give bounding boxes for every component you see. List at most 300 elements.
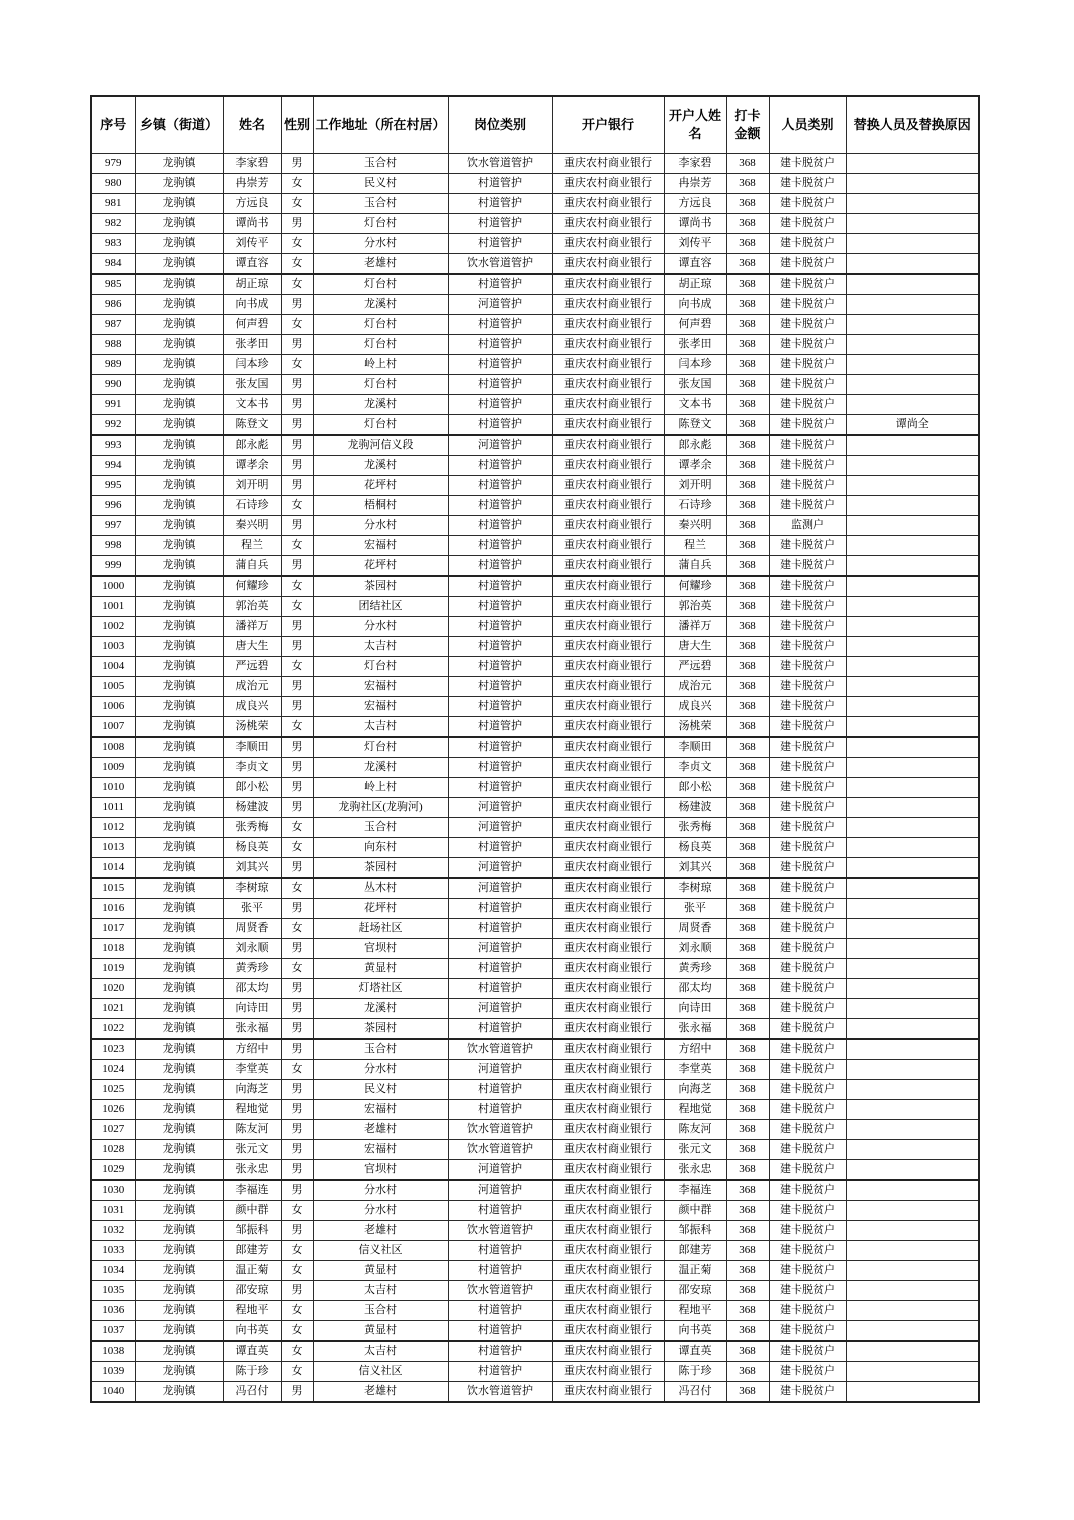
cell-town: 龙驹镇 xyxy=(135,1261,223,1281)
cell-replacement xyxy=(846,798,979,818)
cell-work-address: 玉合村 xyxy=(313,1039,448,1060)
cell-gender: 男 xyxy=(281,899,313,919)
cell-post-type: 村道管护 xyxy=(448,315,552,335)
cell-replacement xyxy=(846,456,979,476)
cell-person-category: 建卡脱贫户 xyxy=(769,657,846,677)
cell-town: 龙驹镇 xyxy=(135,415,223,436)
cell-post-type: 村道管护 xyxy=(448,556,552,577)
cell-work-address: 宏福村 xyxy=(313,697,448,717)
cell-work-address: 茶园村 xyxy=(313,858,448,879)
cell-bank: 重庆农村商业银行 xyxy=(552,758,664,778)
cell-town: 龙驹镇 xyxy=(135,919,223,939)
cell-index: 1020 xyxy=(91,979,135,999)
cell-town: 龙驹镇 xyxy=(135,476,223,496)
roster-table xyxy=(90,95,980,1403)
table-row xyxy=(91,214,979,234)
cell-index: 1021 xyxy=(91,999,135,1019)
cell-person-category: 建卡脱贫户 xyxy=(769,214,846,234)
cell-work-address: 宏福村 xyxy=(313,1100,448,1120)
cell-work-address: 茶园村 xyxy=(313,1019,448,1040)
cell-name: 李福连 xyxy=(223,1180,281,1201)
cell-index: 1019 xyxy=(91,959,135,979)
cell-post-type: 饮水管道管护 xyxy=(448,1140,552,1160)
cell-work-address: 信义社区 xyxy=(313,1362,448,1382)
cell-account-name: 陈友河 xyxy=(664,1120,726,1140)
cell-replacement xyxy=(846,355,979,375)
cell-work-address: 龙驹河信义段 xyxy=(313,435,448,456)
cell-bank: 重庆农村商业银行 xyxy=(552,899,664,919)
cell-index: 989 xyxy=(91,355,135,375)
cell-town: 龙驹镇 xyxy=(135,617,223,637)
cell-replacement xyxy=(846,1281,979,1301)
table-row xyxy=(91,1301,979,1321)
cell-post-type: 村道管护 xyxy=(448,1321,552,1342)
cell-index: 1022 xyxy=(91,1019,135,1040)
table-row xyxy=(91,858,979,879)
cell-post-type: 河道管护 xyxy=(448,818,552,838)
cell-gender: 男 xyxy=(281,395,313,415)
cell-work-address: 龙溪村 xyxy=(313,999,448,1019)
cell-gender: 女 xyxy=(281,194,313,214)
cell-index: 984 xyxy=(91,254,135,275)
cell-name: 郭治英 xyxy=(223,597,281,617)
cell-post-type: 饮水管道管护 xyxy=(448,1281,552,1301)
cell-person-category: 建卡脱贫户 xyxy=(769,576,846,597)
cell-gender: 女 xyxy=(281,1241,313,1261)
cell-amount: 368 xyxy=(726,717,769,738)
cell-index: 1015 xyxy=(91,878,135,899)
cell-replacement xyxy=(846,536,979,556)
cell-bank: 重庆农村商业银行 xyxy=(552,1281,664,1301)
cell-post-type: 村道管护 xyxy=(448,919,552,939)
cell-post-type: 村道管护 xyxy=(448,657,552,677)
cell-town: 龙驹镇 xyxy=(135,899,223,919)
cell-replacement xyxy=(846,1362,979,1382)
cell-work-address: 分水村 xyxy=(313,1180,448,1201)
cell-gender: 女 xyxy=(281,919,313,939)
cell-name: 石诗珍 xyxy=(223,496,281,516)
cell-account-name: 向书英 xyxy=(664,1321,726,1342)
cell-gender: 女 xyxy=(281,536,313,556)
cell-person-category: 建卡脱贫户 xyxy=(769,1180,846,1201)
cell-account-name: 方绍中 xyxy=(664,1039,726,1060)
cell-name: 向海芝 xyxy=(223,1080,281,1100)
cell-amount: 368 xyxy=(726,315,769,335)
cell-bank: 重庆农村商业银行 xyxy=(552,576,664,597)
cell-work-address: 岭上村 xyxy=(313,778,448,798)
cell-person-category: 建卡脱贫户 xyxy=(769,335,846,355)
cell-work-address: 岭上村 xyxy=(313,355,448,375)
cell-work-address: 太吉村 xyxy=(313,717,448,738)
table-row xyxy=(91,657,979,677)
cell-amount: 368 xyxy=(726,174,769,194)
cell-replacement xyxy=(846,677,979,697)
cell-gender: 女 xyxy=(281,818,313,838)
cell-index: 998 xyxy=(91,536,135,556)
cell-bank: 重庆农村商业银行 xyxy=(552,1039,664,1060)
cell-account-name: 张孝田 xyxy=(664,335,726,355)
cell-gender: 女 xyxy=(281,878,313,899)
cell-gender: 男 xyxy=(281,697,313,717)
cell-gender: 女 xyxy=(281,959,313,979)
cell-work-address: 黄显村 xyxy=(313,959,448,979)
cell-replacement xyxy=(846,959,979,979)
cell-town: 龙驹镇 xyxy=(135,1341,223,1362)
cell-person-category: 建卡脱贫户 xyxy=(769,355,846,375)
cell-bank: 重庆农村商业银行 xyxy=(552,315,664,335)
cell-name: 陈于珍 xyxy=(223,1362,281,1382)
cell-gender: 男 xyxy=(281,1382,313,1403)
cell-town: 龙驹镇 xyxy=(135,597,223,617)
cell-work-address: 龙溪村 xyxy=(313,295,448,315)
cell-index: 999 xyxy=(91,556,135,577)
cell-gender: 男 xyxy=(281,999,313,1019)
cell-gender: 女 xyxy=(281,254,313,275)
cell-work-address: 龙溪村 xyxy=(313,456,448,476)
table-row xyxy=(91,878,979,899)
cell-work-address: 花坪村 xyxy=(313,899,448,919)
cell-post-type: 村道管护 xyxy=(448,1080,552,1100)
cell-index: 1027 xyxy=(91,1120,135,1140)
cell-name: 李树琼 xyxy=(223,878,281,899)
cell-post-type: 村道管护 xyxy=(448,496,552,516)
table-row xyxy=(91,758,979,778)
cell-post-type: 村道管护 xyxy=(448,979,552,999)
cell-amount: 368 xyxy=(726,154,769,174)
cell-person-category: 建卡脱贫户 xyxy=(769,979,846,999)
cell-amount: 368 xyxy=(726,597,769,617)
cell-person-category: 建卡脱贫户 xyxy=(769,1362,846,1382)
cell-account-name: 邹振科 xyxy=(664,1221,726,1241)
cell-amount: 368 xyxy=(726,234,769,254)
cell-index: 979 xyxy=(91,154,135,174)
table-row xyxy=(91,395,979,415)
cell-person-category: 建卡脱贫户 xyxy=(769,375,846,395)
cell-bank: 重庆农村商业银行 xyxy=(552,858,664,879)
cell-bank: 重庆农村商业银行 xyxy=(552,476,664,496)
cell-gender: 女 xyxy=(281,274,313,295)
cell-work-address: 老雄村 xyxy=(313,254,448,275)
cell-replacement xyxy=(846,1341,979,1362)
cell-bank: 重庆农村商业银行 xyxy=(552,194,664,214)
cell-amount: 368 xyxy=(726,637,769,657)
cell-index: 980 xyxy=(91,174,135,194)
cell-post-type: 河道管护 xyxy=(448,878,552,899)
column-header-post-type: 岗位类别 xyxy=(448,96,552,154)
cell-person-category: 建卡脱贫户 xyxy=(769,677,846,697)
cell-bank: 重庆农村商业银行 xyxy=(552,798,664,818)
cell-person-category: 建卡脱贫户 xyxy=(769,1160,846,1181)
cell-post-type: 饮水管道管护 xyxy=(448,1221,552,1241)
cell-replacement xyxy=(846,1060,979,1080)
cell-amount: 368 xyxy=(726,375,769,395)
cell-index: 1040 xyxy=(91,1382,135,1403)
cell-replacement xyxy=(846,717,979,738)
table-row xyxy=(91,1120,979,1140)
cell-gender: 男 xyxy=(281,637,313,657)
cell-post-type: 村道管护 xyxy=(448,234,552,254)
cell-post-type: 村道管护 xyxy=(448,1362,552,1382)
cell-post-type: 村道管护 xyxy=(448,375,552,395)
cell-index: 1035 xyxy=(91,1281,135,1301)
cell-amount: 368 xyxy=(726,677,769,697)
cell-index: 1005 xyxy=(91,677,135,697)
cell-town: 龙驹镇 xyxy=(135,1301,223,1321)
cell-account-name: 杨良英 xyxy=(664,838,726,858)
cell-person-category: 建卡脱贫户 xyxy=(769,737,846,758)
cell-account-name: 冯召付 xyxy=(664,1382,726,1403)
cell-gender: 男 xyxy=(281,375,313,395)
cell-name: 成良兴 xyxy=(223,697,281,717)
cell-work-address: 梧桐村 xyxy=(313,496,448,516)
cell-replacement xyxy=(846,838,979,858)
cell-town: 龙驹镇 xyxy=(135,697,223,717)
cell-post-type: 村道管护 xyxy=(448,576,552,597)
cell-town: 龙驹镇 xyxy=(135,516,223,536)
table-row xyxy=(91,375,979,395)
cell-index: 1037 xyxy=(91,1321,135,1342)
cell-town: 龙驹镇 xyxy=(135,677,223,697)
cell-name: 方远良 xyxy=(223,194,281,214)
cell-replacement xyxy=(846,778,979,798)
cell-name: 张秀梅 xyxy=(223,818,281,838)
cell-post-type: 村道管护 xyxy=(448,415,552,436)
cell-account-name: 张永福 xyxy=(664,1019,726,1040)
cell-person-category: 建卡脱贫户 xyxy=(769,435,846,456)
cell-amount: 368 xyxy=(726,476,769,496)
cell-work-address: 分水村 xyxy=(313,1060,448,1080)
cell-town: 龙驹镇 xyxy=(135,1019,223,1040)
cell-gender: 男 xyxy=(281,335,313,355)
cell-account-name: 秦兴明 xyxy=(664,516,726,536)
table-row xyxy=(91,1160,979,1181)
cell-town: 龙驹镇 xyxy=(135,315,223,335)
cell-replacement xyxy=(846,657,979,677)
cell-town: 龙驹镇 xyxy=(135,717,223,738)
cell-replacement xyxy=(846,154,979,174)
cell-person-category: 建卡脱贫户 xyxy=(769,1321,846,1342)
cell-amount: 368 xyxy=(726,1019,769,1040)
cell-amount: 368 xyxy=(726,1221,769,1241)
cell-post-type: 河道管护 xyxy=(448,999,552,1019)
cell-person-category: 建卡脱贫户 xyxy=(769,617,846,637)
cell-index: 1000 xyxy=(91,576,135,597)
cell-name: 严远碧 xyxy=(223,657,281,677)
cell-gender: 男 xyxy=(281,415,313,436)
cell-bank: 重庆农村商业银行 xyxy=(552,878,664,899)
cell-work-address: 龙溪村 xyxy=(313,395,448,415)
cell-name: 刘其兴 xyxy=(223,858,281,879)
cell-post-type: 村道管护 xyxy=(448,214,552,234)
cell-replacement xyxy=(846,435,979,456)
cell-gender: 男 xyxy=(281,677,313,697)
cell-name: 颜中群 xyxy=(223,1201,281,1221)
cell-index: 1009 xyxy=(91,758,135,778)
cell-index: 1033 xyxy=(91,1241,135,1261)
cell-amount: 368 xyxy=(726,1281,769,1301)
cell-name: 秦兴明 xyxy=(223,516,281,536)
cell-gender: 女 xyxy=(281,1301,313,1321)
table-row xyxy=(91,1180,979,1201)
cell-index: 1017 xyxy=(91,919,135,939)
table-row xyxy=(91,174,979,194)
cell-replacement xyxy=(846,597,979,617)
cell-person-category: 建卡脱贫户 xyxy=(769,858,846,879)
cell-name: 温正菊 xyxy=(223,1261,281,1281)
cell-amount: 368 xyxy=(726,1120,769,1140)
cell-town: 龙驹镇 xyxy=(135,737,223,758)
cell-name: 向书英 xyxy=(223,1321,281,1342)
cell-replacement: 谭尚全 xyxy=(846,415,979,436)
cell-index: 1018 xyxy=(91,939,135,959)
cell-person-category: 建卡脱贫户 xyxy=(769,456,846,476)
cell-bank: 重庆农村商业银行 xyxy=(552,174,664,194)
cell-person-category: 建卡脱贫户 xyxy=(769,254,846,275)
cell-town: 龙驹镇 xyxy=(135,496,223,516)
cell-amount: 368 xyxy=(726,1261,769,1281)
cell-amount: 368 xyxy=(726,1362,769,1382)
cell-work-address: 官坝村 xyxy=(313,1160,448,1181)
table-row xyxy=(91,717,979,738)
cell-bank: 重庆农村商业银行 xyxy=(552,1140,664,1160)
table-row xyxy=(91,355,979,375)
cell-replacement xyxy=(846,1080,979,1100)
cell-gender: 男 xyxy=(281,979,313,999)
cell-account-name: 何声碧 xyxy=(664,315,726,335)
cell-work-address: 老雄村 xyxy=(313,1382,448,1403)
cell-replacement xyxy=(846,818,979,838)
cell-gender: 男 xyxy=(281,1019,313,1040)
cell-name: 程兰 xyxy=(223,536,281,556)
cell-account-name: 郎建芳 xyxy=(664,1241,726,1261)
cell-bank: 重庆农村商业银行 xyxy=(552,355,664,375)
cell-bank: 重庆农村商业银行 xyxy=(552,1241,664,1261)
cell-town: 龙驹镇 xyxy=(135,1362,223,1382)
cell-bank: 重庆农村商业银行 xyxy=(552,536,664,556)
cell-person-category: 建卡脱贫户 xyxy=(769,295,846,315)
cell-name: 陈登文 xyxy=(223,415,281,436)
cell-gender: 男 xyxy=(281,617,313,637)
table-row xyxy=(91,154,979,174)
table-row xyxy=(91,979,979,999)
cell-amount: 368 xyxy=(726,758,769,778)
cell-gender: 男 xyxy=(281,154,313,174)
cell-gender: 男 xyxy=(281,1160,313,1181)
cell-work-address: 宏福村 xyxy=(313,1140,448,1160)
cell-bank: 重庆农村商业银行 xyxy=(552,919,664,939)
cell-replacement xyxy=(846,214,979,234)
cell-work-address: 团结社区 xyxy=(313,597,448,617)
cell-amount: 368 xyxy=(726,1160,769,1181)
cell-work-address: 灯台村 xyxy=(313,274,448,295)
cell-town: 龙驹镇 xyxy=(135,798,223,818)
cell-bank: 重庆农村商业银行 xyxy=(552,1180,664,1201)
cell-account-name: 程兰 xyxy=(664,536,726,556)
cell-person-category: 建卡脱贫户 xyxy=(769,1060,846,1080)
cell-bank: 重庆农村商业银行 xyxy=(552,677,664,697)
cell-amount: 368 xyxy=(726,456,769,476)
cell-account-name: 谭尚书 xyxy=(664,214,726,234)
cell-replacement xyxy=(846,516,979,536)
cell-gender: 男 xyxy=(281,456,313,476)
cell-post-type: 村道管护 xyxy=(448,355,552,375)
cell-bank: 重庆农村商业银行 xyxy=(552,1120,664,1140)
cell-bank: 重庆农村商业银行 xyxy=(552,1201,664,1221)
cell-account-name: 李贞文 xyxy=(664,758,726,778)
cell-account-name: 成良兴 xyxy=(664,697,726,717)
cell-work-address: 民义村 xyxy=(313,174,448,194)
cell-index: 982 xyxy=(91,214,135,234)
cell-post-type: 村道管护 xyxy=(448,274,552,295)
cell-index: 1036 xyxy=(91,1301,135,1321)
cell-person-category: 建卡脱贫户 xyxy=(769,1281,846,1301)
cell-amount: 368 xyxy=(726,435,769,456)
cell-town: 龙驹镇 xyxy=(135,234,223,254)
cell-index: 997 xyxy=(91,516,135,536)
table-row xyxy=(91,838,979,858)
cell-name: 李堂英 xyxy=(223,1060,281,1080)
cell-town: 龙驹镇 xyxy=(135,1080,223,1100)
cell-account-name: 潘祥万 xyxy=(664,617,726,637)
cell-town: 龙驹镇 xyxy=(135,818,223,838)
cell-bank: 重庆农村商业银行 xyxy=(552,999,664,1019)
cell-name: 潘祥万 xyxy=(223,617,281,637)
cell-amount: 368 xyxy=(726,999,769,1019)
cell-work-address: 灯台村 xyxy=(313,335,448,355)
cell-bank: 重庆农村商业银行 xyxy=(552,214,664,234)
cell-gender: 男 xyxy=(281,435,313,456)
cell-amount: 368 xyxy=(726,1201,769,1221)
cell-account-name: 黄秀珍 xyxy=(664,959,726,979)
cell-bank: 重庆农村商业银行 xyxy=(552,335,664,355)
cell-index: 986 xyxy=(91,295,135,315)
cell-name: 冯召付 xyxy=(223,1382,281,1403)
cell-town: 龙驹镇 xyxy=(135,1120,223,1140)
cell-amount: 368 xyxy=(726,979,769,999)
cell-post-type: 村道管护 xyxy=(448,1100,552,1120)
cell-name: 谭尚书 xyxy=(223,214,281,234)
cell-replacement xyxy=(846,1019,979,1040)
cell-bank: 重庆农村商业银行 xyxy=(552,939,664,959)
cell-town: 龙驹镇 xyxy=(135,1321,223,1342)
cell-index: 1011 xyxy=(91,798,135,818)
table-row xyxy=(91,1321,979,1342)
cell-town: 龙驹镇 xyxy=(135,838,223,858)
cell-replacement xyxy=(846,1301,979,1321)
cell-town: 龙驹镇 xyxy=(135,1060,223,1080)
cell-amount: 368 xyxy=(726,576,769,597)
cell-gender: 男 xyxy=(281,737,313,758)
cell-account-name: 邵太均 xyxy=(664,979,726,999)
cell-bank: 重庆农村商业银行 xyxy=(552,657,664,677)
cell-replacement xyxy=(846,254,979,275)
cell-town: 龙驹镇 xyxy=(135,1140,223,1160)
cell-account-name: 颜中群 xyxy=(664,1201,726,1221)
cell-town: 龙驹镇 xyxy=(135,1160,223,1181)
cell-person-category: 建卡脱贫户 xyxy=(769,999,846,1019)
cell-bank: 重庆农村商业银行 xyxy=(552,395,664,415)
cell-index: 1003 xyxy=(91,637,135,657)
cell-amount: 368 xyxy=(726,858,769,879)
cell-name: 程地觉 xyxy=(223,1100,281,1120)
cell-account-name: 蒲自兵 xyxy=(664,556,726,577)
cell-name: 何耀珍 xyxy=(223,576,281,597)
cell-bank: 重庆农村商业银行 xyxy=(552,375,664,395)
cell-person-category: 建卡脱贫户 xyxy=(769,1341,846,1362)
cell-gender: 女 xyxy=(281,234,313,254)
cell-account-name: 刘传平 xyxy=(664,234,726,254)
cell-account-name: 李福连 xyxy=(664,1180,726,1201)
